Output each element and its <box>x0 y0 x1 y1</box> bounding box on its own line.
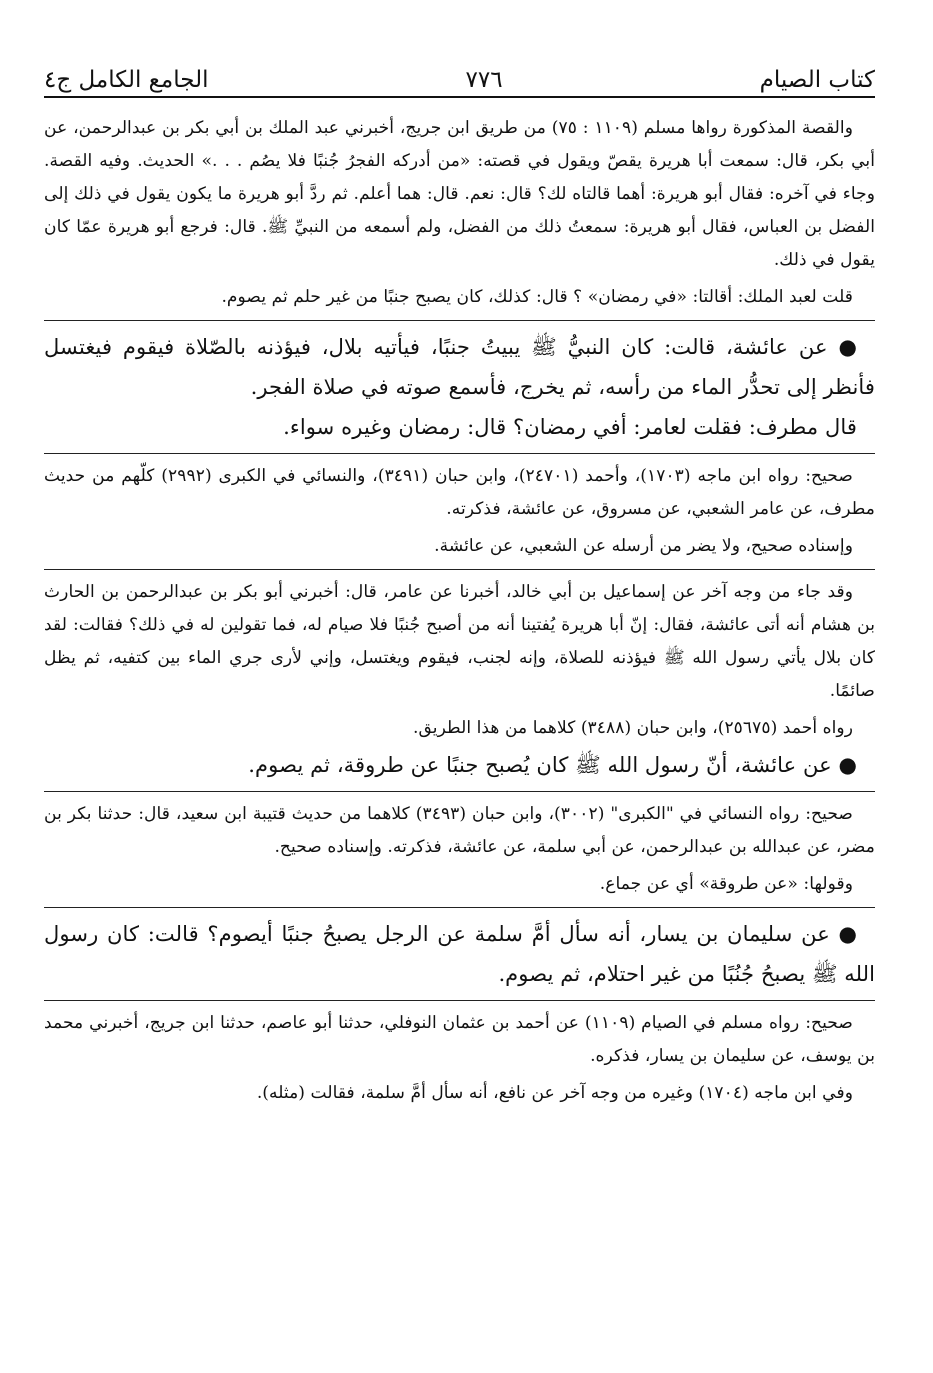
commentary-paragraph: وقولها: «عن طروقة» أي عن جماع. <box>599 874 853 894</box>
header-page-number: ٧٧٦ <box>465 67 503 93</box>
commentary-paragraph: وقد جاء من وجه آخر عن إسماعيل بن أبي خالد، أخبرنا عن عامر، قال: أخبرني أبو بكر بن عبدالرحمن بن الحارث بن هشام أنه أتى عائشة، فقال: إنّ أبا هريرة يُفتينا أنه من أصبح جُنبًا فلا صيام له، فما تقولين له في ذلك؟ فقالت: لقد كان بلال يأتي رسول الله ﷺ فيؤذنه للصلاة، وإنه لجنب، فيقوم ويغتسل، وإني لأرى جري الماء بين كتفيه، ثم يظل صائمًا. <box>44 582 875 701</box>
section-divider <box>44 907 875 908</box>
takhrij-paragraph: صحيح: رواه النسائي في "الكبرى" (٣٠٠٢)، وابن حبان (٣٤٩٣) كلاهما من حديث قتيبة ابن سعيد، قال: حدثنا بكر بن مضر، عن عبدالله بن عبدالرحمن، عن أبي سلمة، عن عائشة، فذكرته. وإسناده صحيح. <box>44 804 875 857</box>
commentary-paragraph: قلت لعبد الملك: أقالتا: «في رمضان» ؟ قال: كذلك، كان يصبح جنبًا من غير حلم ثم يصوم. <box>221 287 853 307</box>
page-header <box>44 50 875 98</box>
hadith-text: ● عن عائشة، أنّ رسول الله ﷺ كان يُصبح جنبًا عن طروقة، ثم يصوم. <box>248 752 857 777</box>
header-chapter-title: كتاب الصيام <box>759 67 875 93</box>
hadith-text: ● عن سليمان بن يسار، أنه سأل أمَّ سلمة عن الرجل يصبحُ جنبًا أيصوم؟ قالت: كان رسول الله ﷺ يصبحُ جُنُبًا من غير احتلام، ثم يصوم. <box>44 921 875 986</box>
page-body <box>44 112 875 1110</box>
takhrij-paragraph: صحيح: رواه ابن ماجه (١٧٠٣)، وأحمد (٢٤٧٠١)، وابن حبان (٣٤٩١)، والنسائي في الكبرى (٢٩٩٢) كلّهم من حديث مطرف، عن عامر الشعبي، عن مسروق، عن عائشة، فذكرته. <box>44 466 875 519</box>
takhrij-paragraph: وإسناده صحيح، ولا يضر من أرسله عن الشعبي، عن عائشة. <box>434 536 853 556</box>
hadith-text: قال مطرف: فقلت لعامر: أفي رمضان؟ قال: رمضان وغيره سواء. <box>283 414 857 439</box>
section-divider <box>44 569 875 570</box>
takhrij-paragraph: صحيح: رواه مسلم في الصيام (١١٠٩) عن أحمد بن عثمان النوفلي، حدثنا أبو عاصم، حدثنا ابن جريج، أخبرني محمد بن يوسف، عن سليمان بن يسار، فذكره. <box>44 1013 875 1066</box>
commentary-paragraph: رواه أحمد (٢٥٦٧٥)، وابن حبان (٣٤٨٨) كلاهما من هذا الطريق. <box>412 718 853 738</box>
section-divider <box>44 320 875 321</box>
section-divider <box>44 791 875 792</box>
header-book-title: الجامع الكامل ج٤ <box>44 67 209 93</box>
hadith-text: ● عن عائشة، قالت: كان النبيُّ ﷺ يبيتُ جنبًا، فيأتيه بلال، فيؤذنه بالصّلاة فيقوم فيغتسل فأنظر إلى تحدُّر الماء من رأسه، ثم يخرج، فأسمع صوته في صلاة الفجر. <box>44 334 875 399</box>
book-page <box>44 50 875 1353</box>
section-divider <box>44 1000 875 1001</box>
commentary-paragraph: والقصة المذكورة رواها مسلم (١١٠٩ : ٧٥) من طريق ابن جريج، أخبرني عبد الملك بن أبي بكر بن عبدالرحمن، عن أبي بكر، قال: سمعت أبا هريرة يقصّ ويقول في قصته: «من أدركه الفجرُ جُنبًا فلا يصُم . . .» الحديث. وفيه القصة. وجاء في آخره: فقال أبو هريرة: أهما قالتاه لك؟ قال: نعم. قال: هما أعلم. ثم ردَّ أبو هريرة ما يكون يقول في ذلك إلى الفضل بن العباس، فقال أبو هريرة: سمعتُ ذلك من الفضل، ولم أسمعه من النبيِّ ﷺ. قال: فرجع أبو هريرة عمّا كان يقول في ذلك. <box>44 118 875 270</box>
section-divider <box>44 453 875 454</box>
commentary-paragraph: وفي ابن ماجه (١٧٠٤) وغيره من وجه آخر عن نافع، أنه سأل أمَّ سلمة، فقالت (مثله). <box>256 1083 853 1103</box>
